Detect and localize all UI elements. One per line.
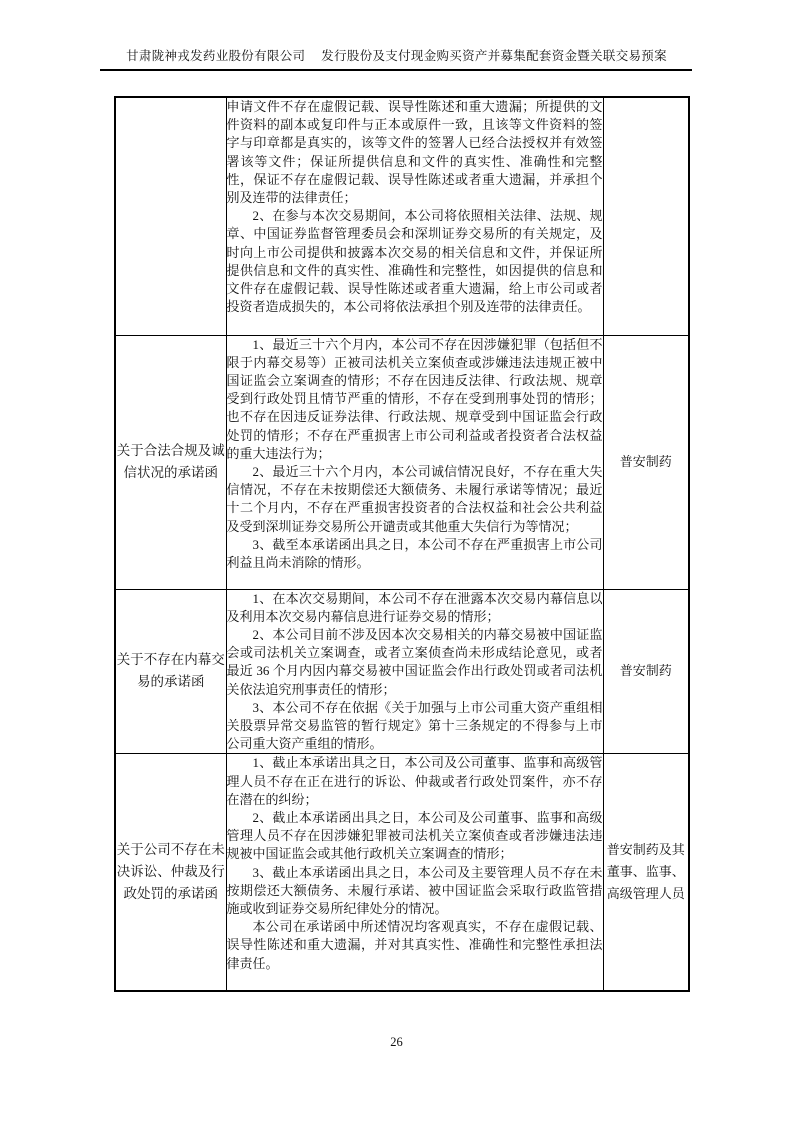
commitment-paragraph: 1、在本次交易期间，本公司不存在泄露本次交易内幕信息以及利用本次交易内幕信息进行证券交易的情形； — [226, 590, 603, 624]
commitment-paragraph: 申请文件不存在虚假记载、误导性陈述和重大遗漏；所提供的文件资料的副本或复印件与正本或原件一致，且该等文件资料的签字与印章都是真实的，该等文件的签署人已经合法授权并有效签署该等文件；保证所提供信息和文件的真实性、准确性和完整性，保证不存在虚假记载、误导性陈述或者重大遗漏，并承担个别及连带的法律责任； — [226, 99, 603, 206]
row-label-cell — [115, 97, 226, 335]
document-header — [0, 46, 793, 64]
commitment-paragraph: 1、截止本承诺出具之日，本公司及公司董事、监事和高级管理人员不存在正在进行的诉讼、仲裁或者行政处罚案件，亦不存在潜在的纠纷； — [226, 755, 603, 807]
commitment-paragraph: 2、最近三十六个月内，本公司诚信情况良好，不存在重大失信情况，不存在未按期偿还大额债务、未履行承诺等情况；最近十二个月内，不存在严重损害投资者的合法权益和社会公共利益及受到深圳证券交易所公开谴责或其他重大失信行为等情况； — [226, 463, 603, 534]
commitment-paragraph: 3、截止本承诺函出具之日，本公司及主要管理人员不存在未按期偿还大额债务、未履行承诺、被中国证监会采取行政监管措施或收到证券交易所纪律处分的情况。 — [226, 864, 603, 916]
table-row-no-insider-trading — [115, 589, 689, 754]
commitment-paragraph: 2、在参与本次交易期间，本公司将依照相关法律、法规、规章、中国证券监督管理委员会和深圳证券交易所的有关规定，及时向上市公司提供和披露本次交易的相关信息和文件，并保证所提供信息和文件的真实性、准确性和完整性，如因提供的信息和文件存在虚假记载、误导性陈述或者重大遗漏，给上市公司或者投资者造成损失的，本公司将依法承担个别及连带的法律责任。 — [226, 208, 603, 315]
header-doc-title: 发行股份及支付现金购买资产并募集配套资金暨关联交易预案 — [321, 49, 667, 63]
commitment-paragraph: 3、截至本承诺函出具之日，本公司不存在严重损害上市公司利益且尚未消除的情形。 — [226, 536, 603, 570]
table-row-no-pending-litigation — [115, 754, 689, 991]
header-rule — [100, 69, 692, 71]
header-company-name: 甘肃陇神戎发药业股份有限公司 — [126, 49, 306, 63]
row-content-cell — [226, 97, 603, 335]
commitment-paragraph: 2、截止本承诺函出具之日，本公司及公司董事、监事和高级管理人员不存在因涉嫌犯罪被司法机关立案侦查或者涉嫌违法违规被中国证监会或其他行政机关立案调查的情形； — [226, 809, 603, 862]
table-row-compliance-integrity — [115, 335, 689, 589]
commitment-paragraph: 本公司在承诺函中所述情况均客观真实，不存在虚假记载、误导性陈述和重大遗漏，并对其真实性、准确性和完整性承担法律责任。 — [226, 919, 603, 971]
row-label-cell: 关于合法合规及诚信状况的承诺函 — [115, 335, 226, 589]
row-label-cell: 关于公司不存在未决诉讼、仲裁及行政处罚的承诺函 — [115, 754, 226, 991]
row-content-cell — [226, 754, 603, 991]
row-content-cell — [226, 589, 603, 754]
row-party-cell: 普安制药及其董事、监事、高级管理人员 — [603, 754, 689, 991]
row-party-cell: 普安制药 — [603, 589, 689, 754]
row-content-cell — [226, 335, 603, 589]
commitment-paragraph: 1、最近三十六个月内，本公司不存在因涉嫌犯罪（包括但不限于内幕交易等）正被司法机关立案侦查或涉嫌违法违规正被中国证监会立案调查的情形；不存在因违反法律、行政法规、规章受到行政处罚且情节严重的情形，不存在受到刑事处罚的情形；也不存在因违反证券法律、行政法规、规章受到中国证监会行政处罚的情形；不存在严重损害上市公司利益或者投资者合法权益的重大违法行为； — [226, 336, 603, 461]
row-party-cell: 普安制药 — [603, 335, 689, 589]
page-number: 26 — [390, 1035, 403, 1049]
table-row-continued — [115, 97, 689, 335]
row-party-cell — [603, 97, 689, 335]
commitment-paragraph: 2、本公司目前不涉及因本次交易相关的内幕交易被中国证监会或司法机关立案调查，或者立案侦查尚未形成结论意见，或者最近 36 个月内因内幕交易被中国证监会作出行政处罚或者司法机关依法追究刑事责任的情形； — [226, 626, 603, 697]
commitment-paragraph: 3、本公司不存在依据《关于加强与上市公司重大资产重组相关股票异常交易监管的暂行规定》第十三条规定的不得参与上市公司重大资产重组的情形。 — [226, 699, 603, 752]
commitments-table — [114, 96, 690, 992]
row-label-cell: 关于不存在内幕交易的承诺函 — [115, 589, 226, 754]
